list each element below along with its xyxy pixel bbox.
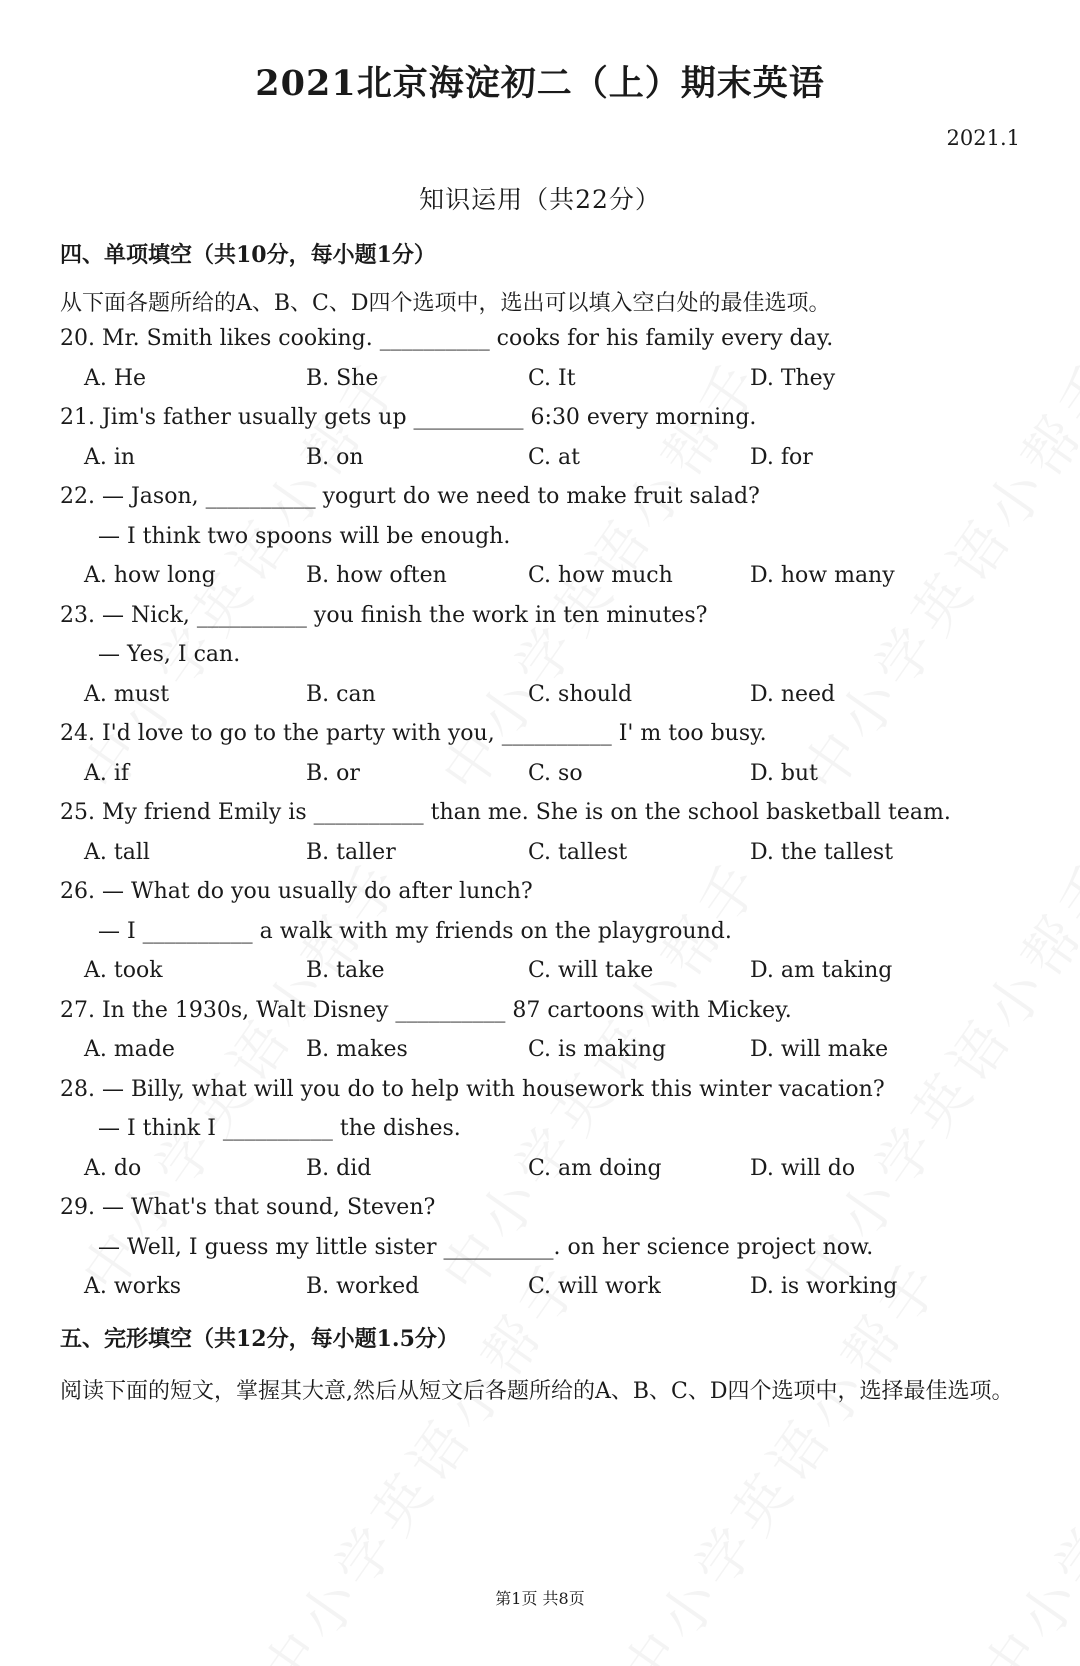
exam-date: 2021.1 xyxy=(946,126,1020,150)
part5-instruction: 阅读下面的短文，掌握其大意,然后从短文后各题所给的A、B、C、D四个选项中，选择最佳选项。 xyxy=(60,1379,1014,1404)
question-response: — I __________ a walk with my friends on the playground. xyxy=(98,918,732,944)
answer-option[interactable]: D. am taking xyxy=(750,958,893,983)
question-response: — I think two spoons will be enough. xyxy=(98,523,511,549)
answer-option[interactable]: D. for xyxy=(750,444,813,470)
answer-option[interactable]: B. or xyxy=(306,760,360,786)
question-stem: 23. — Nick, __________ you finish the work in ten minutes? xyxy=(60,602,708,628)
question-response: — I think I __________ the dishes. xyxy=(98,1116,461,1141)
answer-option[interactable]: B. take xyxy=(306,958,385,983)
answer-option[interactable]: D. how many xyxy=(750,563,895,588)
page-footer: 第1页 共8页 xyxy=(495,1589,585,1608)
answer-option[interactable]: C. how much xyxy=(528,563,673,588)
question-stem: 25. My friend Emily is __________ than me. She is on the school basketball team. xyxy=(60,800,951,825)
answer-option[interactable]: D. will make xyxy=(750,1037,889,1062)
answer-options xyxy=(84,1037,984,1067)
answer-option[interactable]: A. must xyxy=(84,681,170,707)
question-stem: 24. I'd love to go to the party with you, __________ I' m too busy. xyxy=(60,721,767,746)
answer-option[interactable]: C. will take xyxy=(528,958,654,983)
answer-option[interactable]: C. will work xyxy=(528,1274,661,1299)
answer-option[interactable]: D. need xyxy=(750,681,836,707)
question-stem: 28. — Billy, what will you do to help with housework this winter vacation? xyxy=(60,1076,885,1102)
question-stem: 29. — What's that sound, Steven? xyxy=(60,1195,436,1220)
answer-options xyxy=(84,958,984,988)
answer-option[interactable]: B. on xyxy=(306,444,364,470)
answer-options xyxy=(84,445,984,475)
question-response: — Yes, I can. xyxy=(98,642,241,667)
part5-heading: 五、完形填空（共12分，每小题1.5分） xyxy=(60,1326,459,1352)
answer-options xyxy=(84,840,984,870)
answer-option[interactable]: C. at xyxy=(528,444,580,470)
answer-options xyxy=(84,1274,984,1304)
question-response: — Well, I guess my little sister __________. on her science project now. xyxy=(98,1234,874,1260)
question-stem: 27. In the 1930s, Walt Disney __________ 87 cartoons with Mickey. xyxy=(60,997,792,1023)
answer-option[interactable]: A. works xyxy=(84,1274,182,1299)
answer-options xyxy=(84,563,984,593)
answer-option[interactable]: C. should xyxy=(528,681,633,707)
answer-option[interactable]: C. tallest xyxy=(528,839,628,865)
answer-option[interactable]: C. am doing xyxy=(528,1155,662,1181)
answer-option[interactable]: B. taller xyxy=(306,839,396,865)
question-stem: 26. — What do you usually do after lunch? xyxy=(60,879,533,904)
answer-options xyxy=(84,1156,984,1186)
answer-options xyxy=(84,761,984,791)
section-title: 知识运用（共22分） xyxy=(419,185,661,214)
answer-option[interactable]: B. makes xyxy=(306,1037,408,1062)
answer-option[interactable]: C. so xyxy=(528,760,583,786)
answer-option[interactable]: B. did xyxy=(306,1155,372,1181)
part4-heading: 四、单项填空（共10分，每小题1分） xyxy=(60,242,436,268)
part4-instruction: 从下面各题所给的A、B、C、D四个选项中，选出可以填入空白处的最佳选项。 xyxy=(60,291,831,316)
answer-option[interactable]: D. They xyxy=(750,365,836,391)
question-stem: 21. Jim's father usually gets up __________ 6:30 every morning. xyxy=(60,405,757,430)
answer-option[interactable]: A. in xyxy=(84,444,136,470)
answer-options xyxy=(84,682,984,712)
answer-option[interactable]: D. will do xyxy=(750,1155,856,1181)
question-stem: 20. Mr. Smith likes cooking. __________ cooks for his family every day. xyxy=(60,326,834,351)
answer-option[interactable]: B. She xyxy=(306,365,379,391)
answer-option[interactable]: A. took xyxy=(84,958,163,983)
answer-option[interactable]: D. the tallest xyxy=(750,839,894,865)
answer-option[interactable]: A. made xyxy=(84,1037,175,1062)
answer-option[interactable]: A. do xyxy=(84,1155,142,1181)
answer-option[interactable]: B. how often xyxy=(306,563,447,588)
page-title: 2021北京海淀初二（上）期末英语 xyxy=(255,63,825,104)
answer-option[interactable]: D. is working xyxy=(750,1274,898,1299)
answer-options xyxy=(84,366,984,396)
answer-option[interactable]: A. if xyxy=(84,760,130,786)
question-stem: 22. — Jason, __________ yogurt do we need to make fruit salad? xyxy=(60,484,760,509)
answer-option[interactable]: B. can xyxy=(306,681,376,707)
answer-option[interactable]: A. how long xyxy=(84,563,216,588)
answer-option[interactable]: B. worked xyxy=(306,1274,420,1299)
answer-option[interactable]: D. but xyxy=(750,760,818,786)
answer-option[interactable]: A. He xyxy=(84,365,147,391)
answer-option[interactable]: C. is making xyxy=(528,1037,666,1062)
answer-option[interactable]: A. tall xyxy=(84,839,150,865)
answer-option[interactable]: C. It xyxy=(528,365,576,391)
